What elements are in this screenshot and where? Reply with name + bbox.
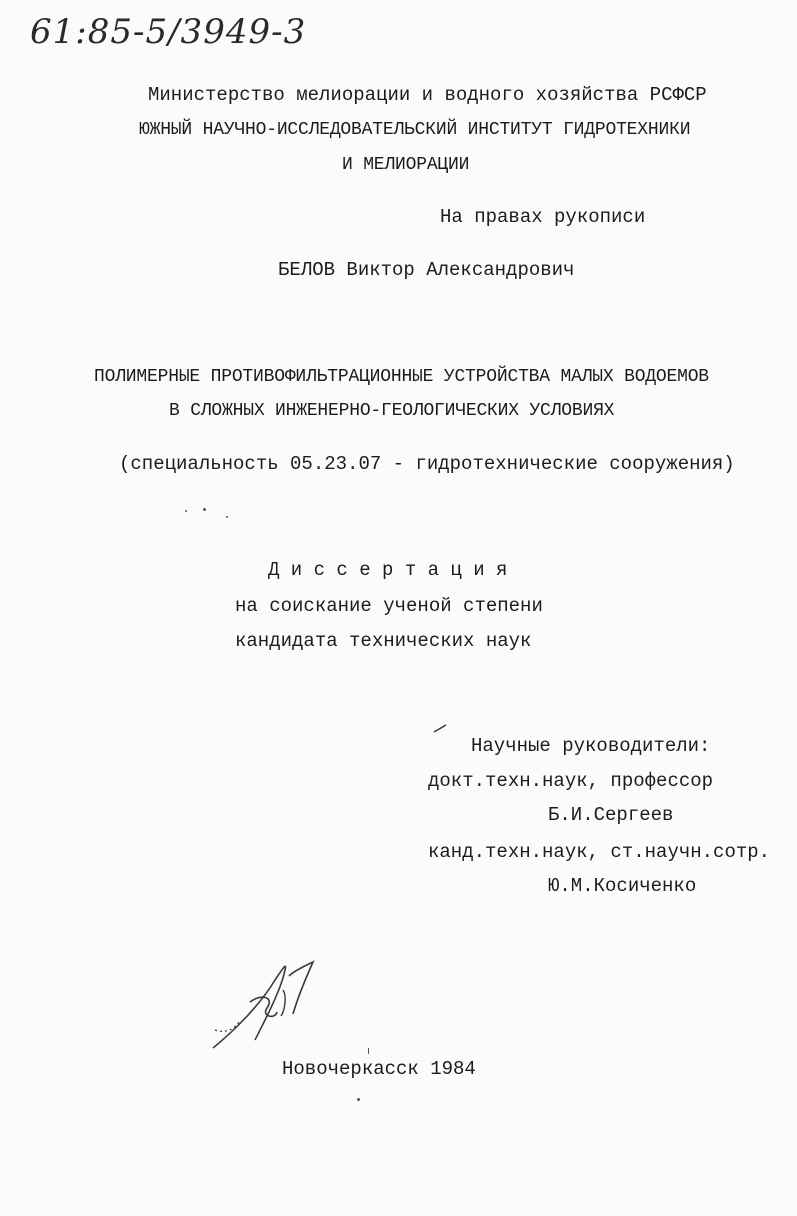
archive-handwritten-mark: 61:85-5/3949-3 [30,12,307,52]
manuscript-note: На правах рукописи [440,206,646,228]
degree-line-2: кандидата технических наук [235,630,532,652]
author-name: БЕЛОВ Виктор Александрович [278,259,575,281]
scan-speck [203,508,206,511]
supervisor-1-name: Б.И.Сергеев [548,804,674,826]
city-year: Новочеркасск 1984 [282,1058,476,1080]
ministry-line: Министерство мелиорации и водного хозяйства РСФСР [148,84,707,106]
specialty-line: (специальность 05.23.07 - гидротехнические сооружения) [119,453,735,475]
supervisor-2-title: канд.техн.наук, ст.научн.сотр. [428,841,771,863]
title-line-1: ПОЛИМЕРНЫЕ ПРОТИВОФИЛЬТРАЦИОННЫЕ УСТРОЙСТВА МАЛЫХ ВОДОЕМОВ [94,367,709,387]
scan-speck [226,516,228,518]
scan-speck [368,1048,369,1054]
institute-line-1: ЮЖНЫЙ НАУЧНО-ИССЛЕДОВАТЕЛЬСКИЙ ИНСТИТУТ ГИДРОТЕХНИКИ [139,120,691,140]
pen-tick-mark [432,722,452,734]
institute-line-2: И МЕЛИОРАЦИИ [342,155,470,175]
supervisors-heading: Научные руководители: [471,735,711,757]
degree-line-1: на соискание ученой степени [235,595,543,617]
title-line-2: В СЛОЖНЫХ ИНЖЕНЕРНО-ГЕОЛОГИЧЕСКИХ УСЛОВИЯХ [169,401,615,421]
dissertation-heading: Д и с с е р т а ц и я [268,559,508,581]
signature-scribble [205,950,335,1060]
scan-speck [357,1098,360,1101]
scan-speck [185,510,187,512]
supervisor-1-title: докт.техн.наук, профессор [428,770,714,792]
supervisor-2-name: Ю.М.Косиченко [548,875,697,897]
